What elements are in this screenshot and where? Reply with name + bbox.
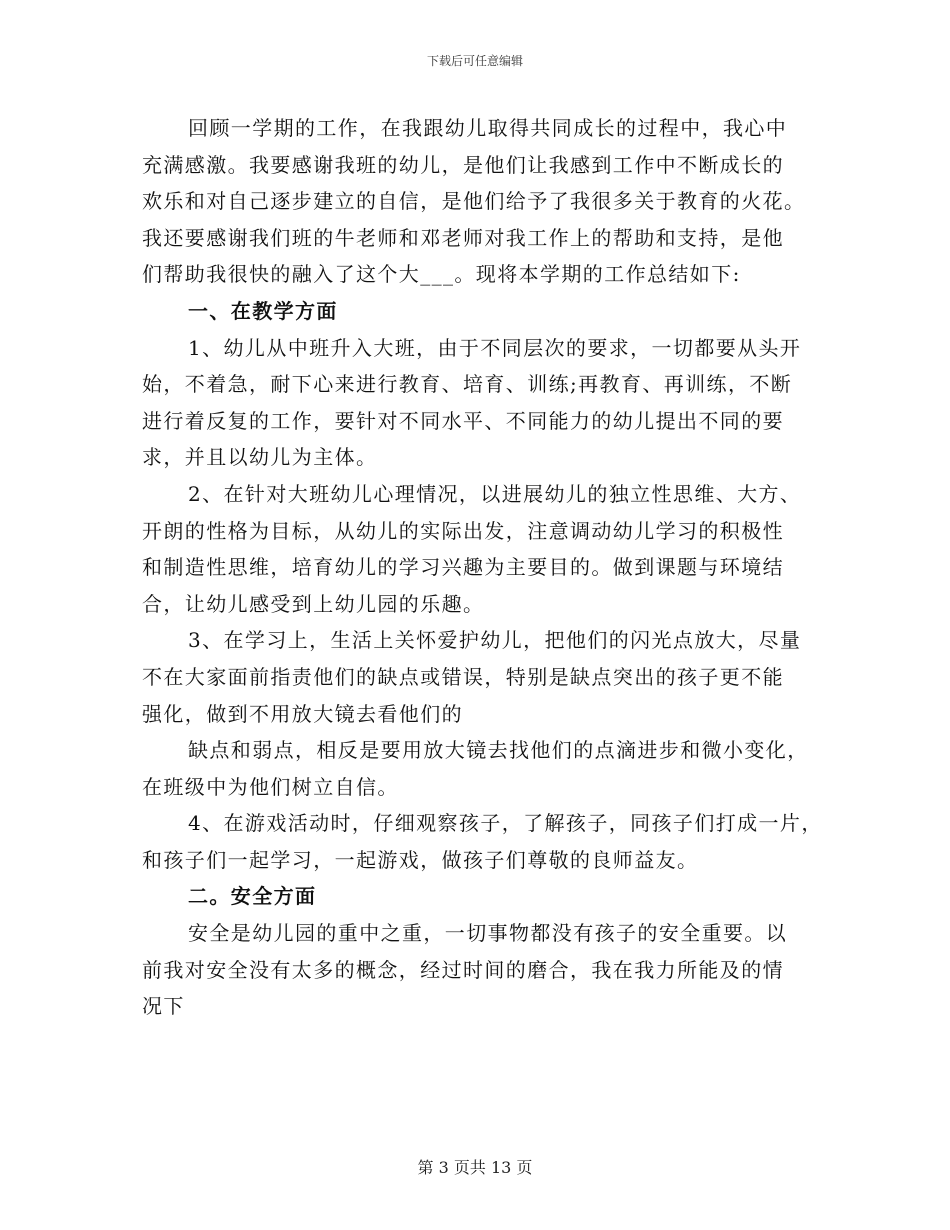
paragraph-line: 始，不着急，耐下心来进行教育、培育、训练;再教育、再训练，不断 [142, 372, 793, 397]
paragraph-line: 进行着反复的工作，要针对不同水平、不同能力的幼儿提出不同的要 [142, 408, 784, 433]
paragraph-line: 欢乐和对自己逐步建立的自信，是他们给予了我很多关于教育的火花。 [142, 189, 806, 214]
paragraph-line: 在班级中为他们树立自信。 [142, 774, 399, 799]
page-header: 下载后可任意编辑 [426, 54, 523, 68]
paragraph-line: 充满感激。我要感谢我班的幼儿，是他们让我感到工作中不断成长的 [142, 152, 784, 177]
paragraph-line: 合，让幼儿感受到上幼儿园的乐趣。 [142, 591, 485, 616]
paragraph-line: 回顾一学期的工作，在我跟幼儿取得共同成长的过程中，我心中 [188, 116, 788, 140]
section-heading: 一、在教学方面 [188, 298, 338, 323]
paragraph-line: 求，并且以幼儿为主体。 [142, 445, 378, 470]
paragraph-line: 不在大家面前指责他们的缺点或错误，特别是缺点突出的孩子更不能 [142, 664, 784, 689]
paragraph-line: 和制造性思维，培育幼儿的学习兴趣为主要目的。做到课题与环境结 [142, 555, 784, 580]
paragraph-line: 3、在学习上，生活上关怀爱护幼儿，把他们的闪光点放大，尽量 [188, 628, 802, 653]
paragraph-line: 们帮助我很快的融入了这个大___。现将本学期的工作总结如下: [142, 262, 741, 287]
paragraph-line: 前我对安全没有太多的概念，经过时间的磨合，我在我力所能及的情 [142, 957, 784, 982]
paragraph-line: 和孩子们一起学习，一起游戏，做孩子们尊敬的良师益友。 [142, 847, 699, 872]
paragraph-line: 安全是幼儿园的重中之重，一切事物都没有孩子的安全重要。以 [188, 921, 788, 946]
paragraph-line: 4、在游戏活动时，仔细观察孩子，了解孩子，同孩子们打成一片， [188, 811, 823, 836]
paragraph-line: 开朗的性格为目标，从幼儿的实际出发，注意调动幼儿学习的积极性 [142, 518, 784, 543]
paragraph-line: 1、幼儿从中班升入大班，由于不同层次的要求，一切都要从头开 [188, 335, 802, 360]
page-footer: 第 3 页共 13 页 [417, 1158, 533, 1177]
paragraph-line: 况下 [142, 994, 185, 1019]
paragraph-line: 强化，做到不用放大镜去看他们的 [142, 701, 463, 726]
paragraph-line: 2、在针对大班幼儿心理情况，以进展幼儿的独立性思维、大方、 [188, 481, 802, 506]
paragraph-line: 我还要感谢我们班的牛老师和邓老师对我工作上的帮助和支持，是他 [142, 225, 784, 250]
document-body [142, 110, 822, 1025]
section-heading: 二。安全方面 [188, 884, 317, 909]
paragraph-line: 缺点和弱点，相反是要用放大镜去找他们的点滴进步和微小变化， [188, 738, 809, 763]
